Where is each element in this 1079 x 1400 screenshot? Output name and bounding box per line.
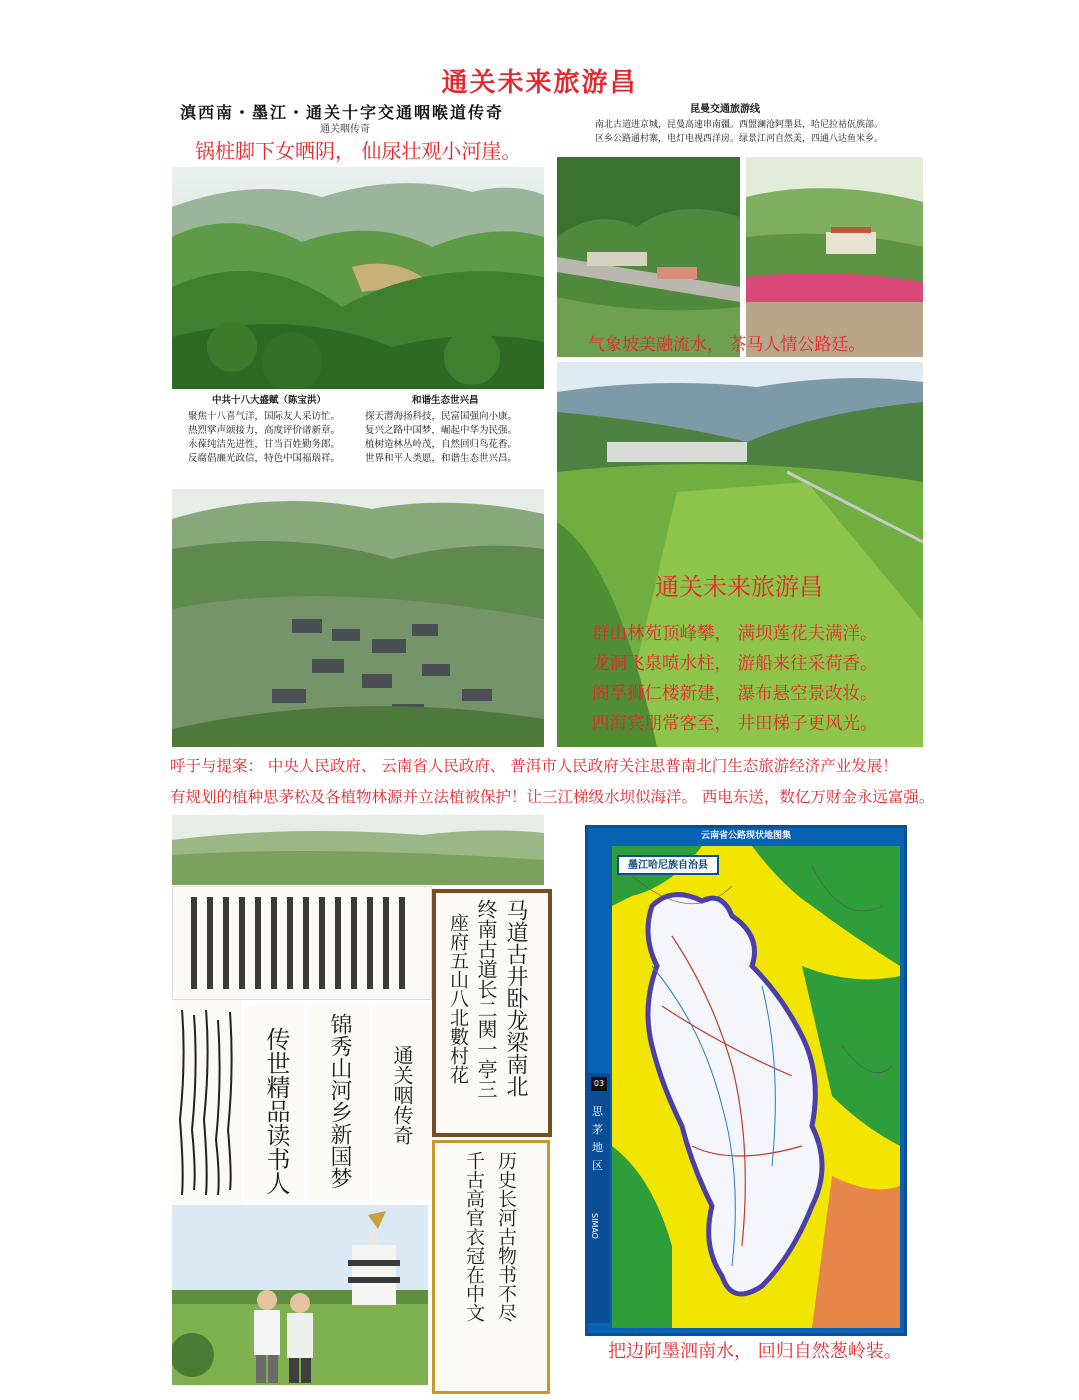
poem-left-line: 反腐倡廉光政信，特色中国福瑞祥。: [188, 453, 341, 464]
valley-line: 龙洞飞泉喷水柱， 游船来往采荷香。: [592, 654, 878, 674]
appeal-line-1: 呼于与提案： 中央人民政府、 云南省人民政府、 普洱市人民政府关注思普南北门生态旅游经济产业发展！: [170, 757, 898, 775]
calligraphy-tall-col: 历史长河古物书不尽: [495, 1151, 517, 1322]
map-caption: 把边阿墨泗南水， 回归自然葱岭装。: [608, 1341, 902, 1362]
valley-line: 阁孚狮仁楼新建， 瀑布悬空景改妆。: [592, 684, 878, 704]
map-header: 云南省公路现状地图集: [700, 831, 791, 841]
calligraphy-seal-b-text: 锦秀山河乡新国梦: [327, 1013, 352, 1189]
highway-photo: [557, 157, 740, 357]
calligraphy-cursive: [172, 1000, 242, 1205]
map-side-label: 地: [592, 1141, 603, 1154]
valley-title: 通关未来旅游昌: [655, 573, 823, 601]
mountain-valley-photo: [172, 167, 544, 389]
calligraphy-framed: [432, 889, 552, 1137]
valley-line: 群山林苑顶峰攀， 满坝莲花夫满洋。: [592, 624, 878, 644]
calligraphy-tall-col: 千古高官衣冠在中文: [463, 1151, 485, 1322]
calligraphy-wide: [172, 886, 432, 1000]
map-page-number: 03: [591, 1077, 607, 1091]
kunman-line-1: 南北古道进京城，昆曼高速串南疆。西盟澜沧阿墨县，哈尼拉祜佤族部。: [595, 120, 884, 130]
article-subtitle: 滇西南・墨江・通关十字交通咽喉道传奇: [180, 103, 505, 122]
calligraphy-framed-col: 座府五山八北數村花: [447, 913, 469, 1084]
poem-right-title: 和谐生态世兴昌: [412, 395, 479, 406]
map-sidebar: [588, 1073, 610, 1323]
kunman-heading: 昆曼交通旅游线: [690, 104, 760, 115]
calligraphy-seal-a: [244, 1005, 304, 1200]
poem-right-line: 世界和平人类愿，和谐生态世兴昌。: [365, 453, 518, 464]
calligraphy-framed-col: 马道古井卧龙梁南北: [503, 899, 528, 1097]
poem-right-line: 复兴之路中国梦，崛起中华为民强。: [365, 425, 518, 436]
kunman-line-2: 区乡公路通村寨，电灯电视西洋房。绿景江河自然美，四通八达鱼米乡。: [595, 134, 884, 144]
calligraphy-seal-a-text: 传世精品读书人: [262, 1027, 290, 1195]
map-side-latin: SIMAO: [590, 1213, 599, 1239]
poem-right-line: 探天潜海扬科技，民富国强向小康。: [365, 411, 518, 422]
page-title: 通关未来旅游昌: [441, 68, 638, 98]
poem-left-line: 聚焦十八喜气洋，国际友人采访忙。: [188, 411, 341, 422]
county-road-map: [585, 825, 907, 1336]
appeal-line-2: 有规划的植种思茅松及各植物林源并立法植被保护！让三江梯级水坝似海洋。 西电东送，数亿万财金永远富强。: [170, 788, 935, 806]
two-men-tower-photo: [172, 1205, 428, 1385]
calligraphy-framed-col: 终南古道长二関一亭三: [474, 899, 498, 1099]
map-side-label: 区: [592, 1159, 603, 1172]
poem-right-line: 植树造林丛岭茂，自然回归鸟花香。: [365, 439, 518, 450]
calligraphy-seal-b: [308, 1005, 370, 1200]
poem-left-line: 永葆纯洁先进性，甘当百姓勤务郎。: [188, 439, 341, 450]
poem-left-title: 中共十八大盛赋（陈宝洪）: [212, 395, 327, 406]
calligraphy-running: [372, 1005, 432, 1200]
village-aerial-photo: [172, 489, 544, 747]
kunman-photo-caption: 气象坡美融流水， 茶马人情公路廷。: [588, 335, 866, 355]
map-side-label: 思: [592, 1105, 603, 1118]
map-title-box: 墨江哈尼族自治县: [628, 860, 708, 871]
hillside-strip-photo: [172, 815, 544, 885]
poem-left-line: 热烈掌声颂接力，高度评价谱新章。: [188, 425, 341, 436]
article-subtitle-note: 通关咽传奇: [320, 124, 370, 135]
verse-top: 锅桩脚下女晒阴， 仙尿壮观小河崖。: [195, 139, 522, 163]
calligraphy-running-text: 通关咽传奇: [390, 1045, 414, 1145]
calligraphy-tall-framed: [432, 1140, 550, 1394]
terrace-flower-photo: [746, 157, 923, 357]
valley-line: 四海宾朋常客至， 井田梯子更风光。: [592, 714, 878, 734]
map-side-label: 茅: [592, 1123, 603, 1136]
